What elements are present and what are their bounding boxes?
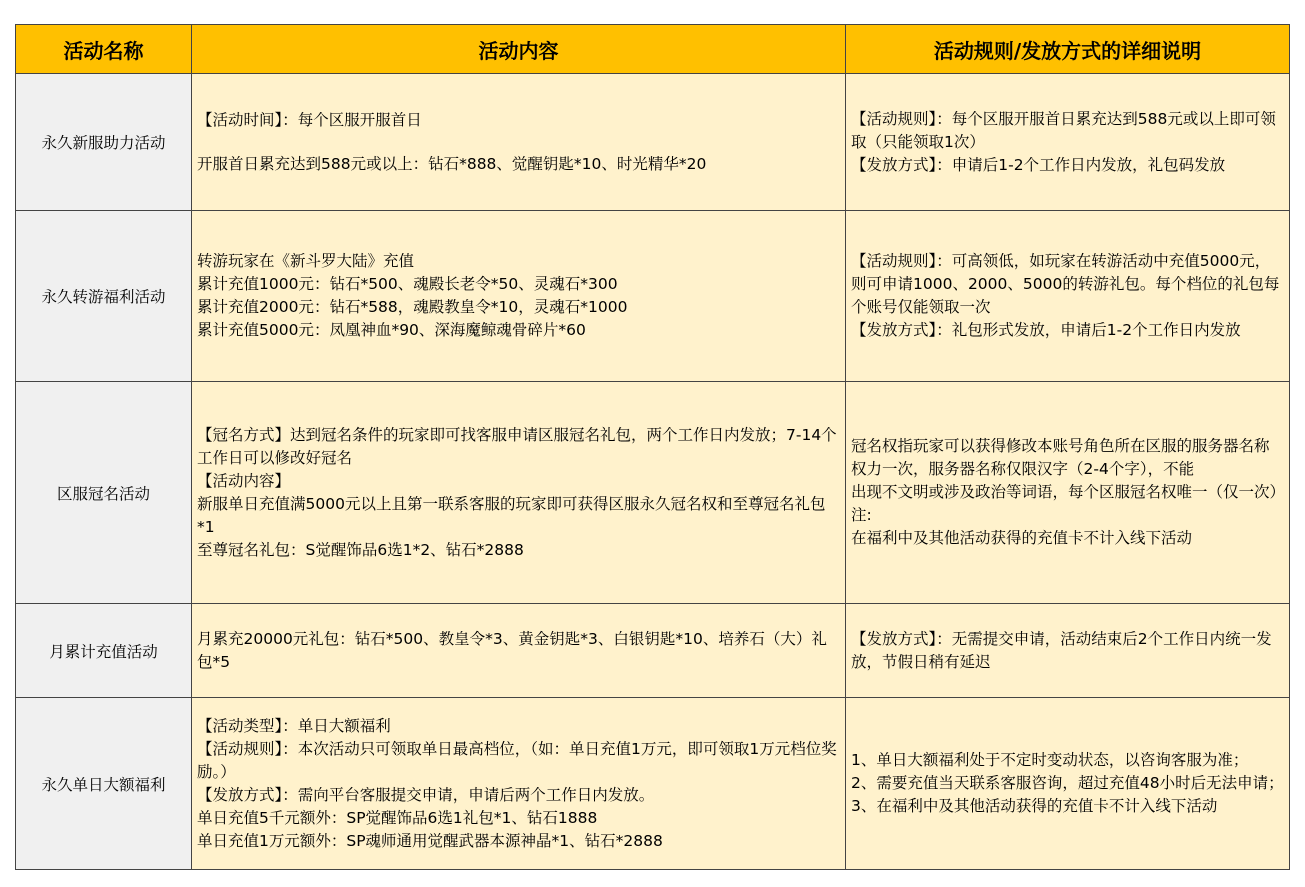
header-activity-content: 活动内容: [192, 25, 846, 74]
content-line: 至尊冠名礼包：S觉醒饰品6选1*2、钻石*2888: [197, 540, 524, 559]
table-row: [16, 74, 1290, 211]
activity-rules-cell: [846, 74, 1290, 211]
content-line: 【活动规则】：本次活动只可领取单日最高档位，（如：单日充值1万元，即可领取1万元档位奖励。）: [197, 739, 837, 781]
rules-line: 【发放方式】：申请后1-2个工作日内发放，礼包码发放: [851, 155, 1226, 174]
rules-line: 【活动规则】：可高领低，如玩家在转游活动中充值5000元，则可申请1000、2000、5000的转游礼包。每个档位的礼包每个账号仅能领取一次: [851, 252, 1280, 316]
activity-name-cell: 永久新服助力活动: [16, 74, 192, 211]
activity-content-cell: [192, 604, 846, 698]
rules-line: 冠名权指玩家可以获得修改本账号角色所在区服的服务器名称权力一次，服务器名称仅限汉字（2-4个字），不能: [851, 437, 1270, 478]
content-line: 【冠名方式】达到冠名条件的玩家即可找客服申请区服冠名礼包，两个工作日内发放；7-14个工作日可以修改好冠名: [197, 425, 837, 467]
activity-rules-cell: [846, 382, 1290, 604]
rules-line: 2、需要充值当天联系客服咨询，超过充值48小时后无法申请；: [851, 774, 1284, 792]
content-line: 单日充值5千元额外：SP觉醒饰品6选1礼包*1、钻石1888: [197, 808, 598, 827]
content-line: 累计充值5000元：凤凰神血*90、深海魔鲸魂骨碎片*60: [197, 321, 586, 339]
activity-rules-cell: [846, 604, 1290, 698]
table-row: [16, 382, 1290, 604]
content-line: 开服首日累充达到588元或以上：钻石*888、觉醒钥匙*10、时光精华*20: [197, 154, 707, 173]
activity-name-cell: 永久转游福利活动: [16, 211, 192, 382]
table-row: [16, 698, 1290, 870]
content-line: 新服单日充值满5000元以上且第一联系客服的玩家即可获得区服永久冠名权和至尊冠名礼包*1: [197, 494, 826, 536]
activity-table: [15, 24, 1290, 870]
activity-content-cell: [192, 211, 846, 382]
content-line: 【活动类型】：单日大额福利: [197, 716, 391, 735]
rules-line: 1、单日大额福利处于不定时变动状态，以咨询客服为准；: [851, 751, 1249, 769]
content-line: 【发放方式】：需向平台客服提交申请，申请后两个工作日内发放。: [197, 785, 655, 804]
content-line: 累计充值1000元：钻石*500、魂殿长老令*50、灵魂石*300: [197, 275, 618, 293]
rules-line: 【活动规则】：每个区服开服首日累充达到588元或以上即可领取（只能领取1次）: [851, 109, 1276, 151]
table-row: [16, 211, 1290, 382]
content-line: 转游玩家在《新斗罗大陆》充值: [197, 252, 415, 270]
rules-line: 3、在福利中及其他活动获得的充值卡不计入线下活动: [851, 797, 1218, 815]
rules-line: 注:: [851, 506, 872, 524]
activity-name-cell: 区服冠名活动: [16, 382, 192, 604]
activity-content-cell: [192, 698, 846, 870]
rules-line: 【发放方式】：无需提交申请，活动结束后2个工作日内统一发放，节假日稍有延迟: [851, 629, 1272, 671]
content-line: 月累充20000元礼包：钻石*500、教皇令*3、黄金钥匙*3、白银钥匙*10、培养石（大）礼包*5: [197, 629, 827, 671]
content-spacer: [197, 132, 840, 153]
table-row: [16, 604, 1290, 698]
activity-content-cell: [192, 74, 846, 211]
rules-line: 【发放方式】：礼包形式发放，申请后1-2个工作日内发放: [851, 321, 1241, 339]
content-line: 单日充值1万元额外：SP魂师通用觉醒武器本源神晶*1、钻石*2888: [197, 831, 663, 850]
header-activity-rules: 活动规则/发放方式的详细说明: [846, 25, 1290, 74]
header-activity-name: 活动名称: [16, 25, 192, 74]
header-row: [16, 25, 1290, 74]
activity-rules-cell: [846, 211, 1290, 382]
content-line: 【活动时间】：每个区服开服首日: [197, 110, 422, 129]
content-line: 【活动内容】: [197, 471, 291, 490]
activity-name-cell: 月累计充值活动: [16, 604, 192, 698]
content-line: 累计充值2000元：钻石*588，魂殿教皇令*10，灵魂石*1000: [197, 298, 628, 316]
activity-content-cell: [192, 382, 846, 604]
rules-line: 出现不文明或涉及政治等词语，每个区服冠名权唯一（仅一次）: [851, 483, 1286, 501]
activity-rules-cell: [846, 698, 1290, 870]
rules-line: 在福利中及其他活动获得的充值卡不计入线下活动: [851, 529, 1193, 547]
activity-name-cell: 永久单日大额福利: [16, 698, 192, 870]
